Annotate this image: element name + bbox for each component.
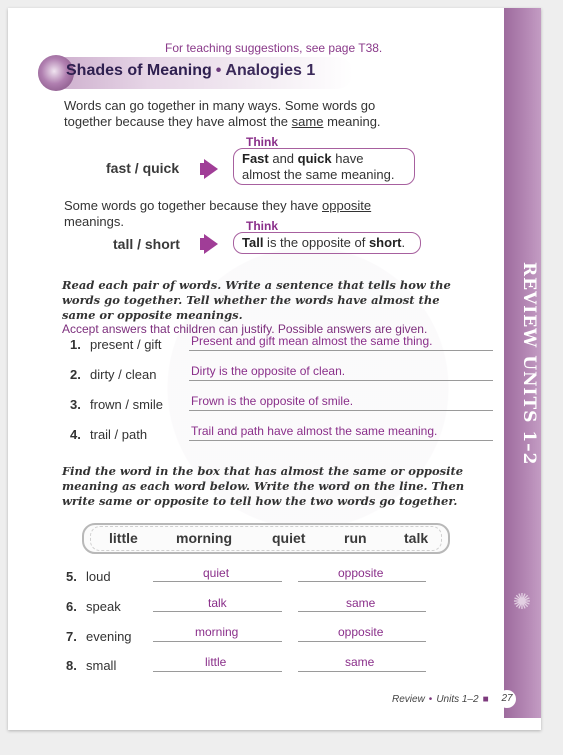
answer-line-4 [189, 440, 493, 441]
section1-instructions: Read each pair of words. Write a sentence that tells how the words go together. Tell whether the words have almost the same or opposite meanings. [62, 278, 451, 322]
title-bullet: • [215, 62, 222, 79]
answer-line-3 [189, 410, 493, 411]
title-main: Shades of Meaning [66, 62, 212, 79]
intro-paragraph-2 [64, 198, 371, 230]
word-box-item: quiet [272, 530, 306, 546]
side-title: REVIEW UNITS 1–2 [519, 262, 539, 466]
question-8: 8. small [66, 658, 117, 673]
teaching-note: For teaching suggestions, see page T38. [165, 41, 383, 55]
star-icon: ✺ [512, 589, 532, 614]
intro-line-2: together because they have almost the same meaning. [64, 114, 381, 129]
think-label-2: Think [246, 219, 278, 233]
accept-note: Accept answers that children can justify. Possible answers are given. [62, 322, 428, 336]
answer-1[interactable]: Present and gift mean almost the same thing. [191, 334, 433, 348]
question-7: 7. evening [66, 629, 132, 644]
relation-line-6 [298, 611, 426, 612]
match-line-5 [153, 581, 282, 582]
match-8[interactable]: little [205, 655, 227, 669]
match-line-8 [153, 671, 282, 672]
question-3: 3. frown / smile [70, 397, 163, 412]
arrow-right-icon [204, 159, 218, 179]
question-2: 2. dirty / clean [70, 367, 157, 382]
example-pair-2: tall / short [113, 236, 180, 252]
match-7[interactable]: morning [195, 625, 239, 639]
question-5: 5. loud [66, 569, 111, 584]
word-box-item: morning [176, 530, 232, 546]
word-box-item: little [109, 530, 138, 546]
think-label-1: Think [246, 135, 278, 149]
relation-line-8 [298, 671, 426, 672]
think-box-2: Tall is the opposite of short. [233, 232, 421, 254]
intro2-line-2: meanings. [64, 214, 124, 229]
relation-5[interactable]: opposite [338, 566, 384, 580]
think-box-1: Fast and quick have almost the same meaning. [233, 148, 415, 185]
word-box-item: run [344, 530, 367, 546]
answer-3[interactable]: Frown is the opposite of smile. [191, 394, 354, 408]
page-number: 27 [498, 690, 516, 708]
question-6: 6. speak [66, 599, 121, 614]
intro2-line-1: Some words go together because they have opposite [64, 198, 372, 213]
match-line-6 [153, 611, 282, 612]
relation-6[interactable]: same [346, 596, 376, 610]
question-1: 1. present / gift [70, 337, 162, 352]
match-line-7 [153, 641, 282, 642]
answer-2[interactable]: Dirty is the opposite of clean. [191, 364, 346, 378]
relation-line-5 [298, 581, 426, 582]
word-box-border [90, 526, 442, 551]
relation-line-7 [298, 641, 426, 642]
page-footer: Review • Units 1–2 ■ [392, 694, 489, 705]
match-5[interactable]: quiet [203, 566, 230, 580]
answer-line-1 [189, 350, 493, 351]
arrow-right-icon [204, 234, 218, 254]
relation-8[interactable]: same [345, 655, 375, 669]
section2-instructions: Find the word in the box that has almost the same or opposite meaning as each word below. Write the word on the line. Then write same or opposite to tell how the two words go together. [62, 464, 465, 508]
word-box-item: talk [404, 530, 429, 546]
example-pair-1: fast / quick [106, 160, 180, 176]
answer-line-2 [189, 380, 493, 381]
answer-4[interactable]: Trail and path have almost the same meaning. [191, 424, 438, 438]
relation-7[interactable]: opposite [338, 625, 384, 639]
page-title [66, 62, 315, 80]
intro-paragraph-1 [64, 98, 381, 130]
match-6[interactable]: talk [208, 596, 227, 610]
title-sub: Analogies 1 [225, 62, 316, 79]
intro-line-1: Words can go together in many ways. Some words go [64, 98, 376, 113]
question-4: 4. trail / path [70, 427, 148, 442]
